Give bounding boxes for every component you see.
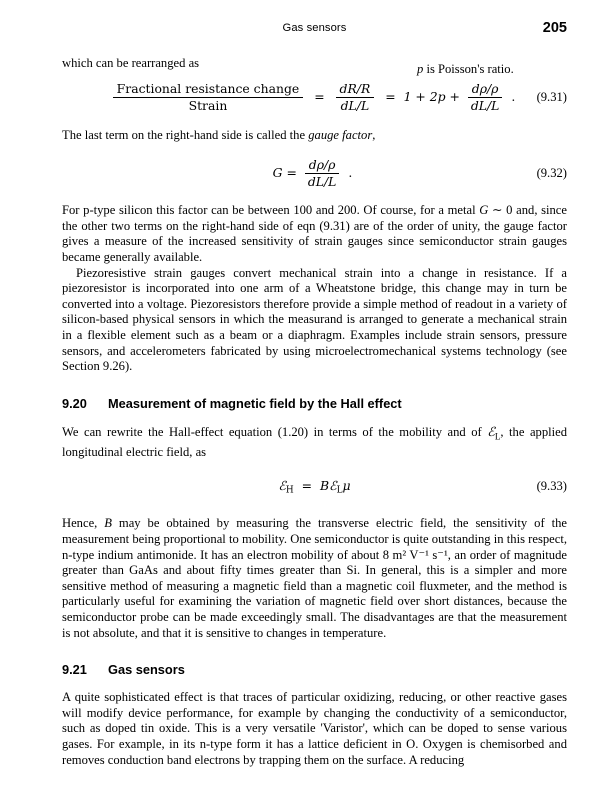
equation-9-31 xyxy=(62,81,567,115)
frac-fractional-resistance xyxy=(113,82,304,113)
paragraph-gas-sensors: A quite sophisticated effect is that traces of particular oxidizing, reducing, or other reactive gases will modify device performance, for example by changing the conductivity of a semiconductor, such as doped tin oxide. This is a very versatile 'Varistor', which can be doped to sense various gases. For example, in its n-type form it has a lattice deficient in O. Oxygen is chemisorbed and removes conduction band electrons by trapping them on the surface. A reducing xyxy=(62,690,567,767)
running-head-title: Gas sensors xyxy=(282,22,347,34)
frac-drho-dl xyxy=(304,158,341,189)
spacer xyxy=(62,460,567,469)
frac-denominator: Strain xyxy=(188,98,228,114)
running-head xyxy=(62,22,567,44)
frac-denominator: dL/L xyxy=(470,98,500,114)
spacer xyxy=(62,375,567,396)
equation-lhs: G = xyxy=(272,164,297,180)
equation-number: (9.33) xyxy=(536,478,567,493)
spacer xyxy=(62,143,567,156)
equation-9-33-body: ℰ$_H$ = Bℰ$_L$μ xyxy=(278,477,351,496)
frac-denominator: dL/L xyxy=(340,98,370,114)
equation-9-31-body: $\frac{\text{Fractional resistance change}}{\text{Strain}}$ = $\frac{dR/R}{dL/L}$ = 1 + 2p + $\frac{d\rho/\rho}{dL/L}$ . xyxy=(110,82,520,113)
paragraph-gauge-factor: The last term on the right-hand side is called the gauge factor, xyxy=(62,127,376,142)
frac-numerator: dR/R xyxy=(336,82,375,98)
section-title: Gas sensors xyxy=(108,662,185,678)
frac-drho-dl xyxy=(467,82,504,113)
frac-numerator: Fractional resistance change xyxy=(113,82,304,98)
equation-rhs-terms: 1 + 2p + xyxy=(403,89,460,105)
margin-note-text: p is Poisson's ratio. xyxy=(417,62,514,76)
frac-numerator: dρ/ρ xyxy=(305,158,340,174)
section-number: 9.20 xyxy=(62,395,87,411)
section-title: Measurement of magnetic field by the Hall effect xyxy=(108,395,402,411)
spacer xyxy=(62,503,567,516)
page-number: 205 xyxy=(542,20,567,36)
paragraph-hall-discussion: Hence, B may be obtained by measuring the transverse electric field, the sensitivity of the measurement being proportional to mobility. One semiconductor is quite outstanding in this respect, n-type indium antimonide. It has an electron mobility of about 8 m² V⁻¹ s⁻¹, an order of magnitude greater than GaAs and about fifty times greater than Si. In general, this is a simpler and more sensitive method of measuring a magnetic field than a magnetic coil fluxmeter, and the method is particularly useful for examining the variation of magnetic field over short distances, because the semiconductor probe can be made exceedingly small. The disadvantages are that the measurement is not absolute, and that it is sensitive to changes in temperature. xyxy=(62,516,567,640)
spacer xyxy=(62,411,567,424)
spacer xyxy=(62,677,567,690)
section-heading-9-20 xyxy=(62,396,567,411)
margin-note xyxy=(417,62,567,78)
paragraph-piezoresistive: Piezoresistive strain gauges convert mechanical strain into a change in resistance. If a piezoresistor is incorporated into one arm of a Wheatstone bridge, this change may in turn be converted into a voltage. Piezoresistors therefore provide a simple method of readout in a variety of silicon-based physical sensors in which the measurand is arranged to generate a mechanical strain in a flexible element such as a beam or a diaphragm. Examples include strain sensors, pressure sensors, and accelerometers fabricated by using microelectromechanical systems technology (see Section 9.26). xyxy=(62,265,567,374)
equation-number: (9.31) xyxy=(536,90,567,105)
section-heading-9-21 xyxy=(62,662,567,677)
equation-number: (9.32) xyxy=(536,165,567,180)
frac-numerator: dρ/ρ xyxy=(468,82,503,98)
equation-9-33 xyxy=(62,469,567,503)
paragraph-hall-intro: We can rewrite the Hall-effect equation (1.20) in terms of the mobility and of ℰ$_L$, the applied longitudinal electric field, as xyxy=(62,423,568,459)
spacer xyxy=(62,115,567,128)
spacer xyxy=(62,641,567,662)
frac-denominator: dL/L xyxy=(307,173,337,189)
frac-dr-dl xyxy=(336,82,375,113)
paragraph-p-type-factor: For p-type silicon this factor can be between 100 and 200. Of course, for a metal G ∼ 0 and, since the other two terms on the right-hand side of eqn (9.31) are of the order of unity, the gauge factor gives a measure of the increased sensitivity of strain gauges since semiconductor strain gauges became generally available. xyxy=(62,203,567,264)
equation-9-32 xyxy=(62,156,567,190)
paragraph-lead-in: which can be rearranged as xyxy=(62,56,200,70)
section-number: 9.21 xyxy=(62,662,87,678)
equation-9-32-body: G = $\frac{d\rho/\rho}{dL/L}$ . xyxy=(272,156,353,189)
spacer xyxy=(62,190,567,203)
